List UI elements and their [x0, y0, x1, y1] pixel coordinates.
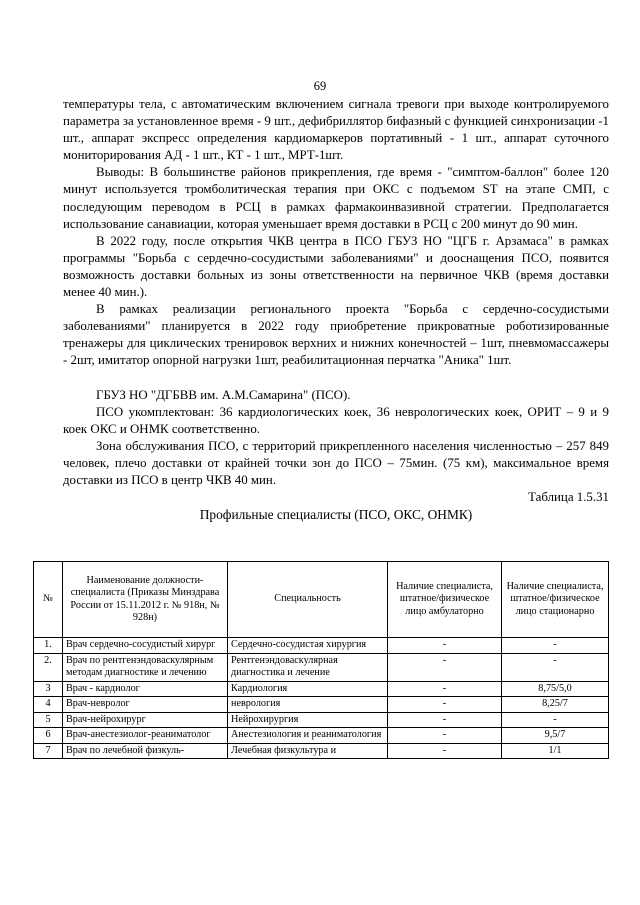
body-text	[63, 96, 609, 523]
cell-outpatient: -	[388, 712, 502, 728]
paragraph-pci-center: В 2022 году, после открытия ЧКВ центра в ПСО ГБУЗ НО "ЦГБ г. Арзамаса" в рамках программы "Борьба с сердечно-сосудистыми заболеваниями" и дооснащения ПСО, появится возможность доставки больных из зоны ответственности на первичное ЧКВ (время доставки менее 40 мин.).	[63, 233, 609, 300]
table-header-row	[34, 562, 609, 638]
cell-outpatient: -	[388, 681, 502, 697]
cell-specialty: Нейрохирургия	[228, 712, 388, 728]
header-specialty: Специальность	[228, 562, 388, 638]
cell-position: Врач по лечебной физкуль-	[63, 743, 228, 759]
header-num: №	[34, 562, 63, 638]
table-row	[34, 712, 609, 728]
cell-inpatient: 8,25/7	[502, 697, 609, 713]
cell-specialty: Анестезиология и реаниматология	[228, 728, 388, 744]
table-row	[34, 653, 609, 681]
cell-inpatient: 9,5/7	[502, 728, 609, 744]
cell-inpatient: -	[502, 638, 609, 654]
table-row	[34, 681, 609, 697]
cell-outpatient: -	[388, 653, 502, 681]
cell-inpatient: -	[502, 653, 609, 681]
cell-outpatient: -	[388, 728, 502, 744]
specialists-table	[33, 561, 609, 759]
table-row	[34, 728, 609, 744]
cell-inpatient: 8,75/5,0	[502, 681, 609, 697]
cell-num: 6	[34, 728, 63, 744]
cell-num: 2.	[34, 653, 63, 681]
cell-num: 1.	[34, 638, 63, 654]
spacer	[63, 370, 609, 387]
table-label: Таблица 1.5.31	[528, 490, 609, 505]
cell-position: Врач сердечно-сосудистый хирург	[63, 638, 228, 654]
hospital-name: ГБУЗ НО "ДГБВВ им. А.М.Самарина" (ПСО).	[96, 387, 351, 402]
header-position: Наименование должности-специалиста (Приказы Минздрава России от 15.11.2012 г. № 918н, № 928н)	[63, 562, 228, 638]
cell-inpatient: 1/1	[502, 743, 609, 759]
cell-outpatient: -	[388, 697, 502, 713]
cell-inpatient: -	[502, 712, 609, 728]
cell-num: 4	[34, 697, 63, 713]
paragraph-conclusions: Выводы: В большинстве районов прикрепления, где время - "симптом-баллон" более 120 минут используется тромболитическая терапия при ОКС с подъемом ST на этапе СМП, с последующим переводом в РСЦ в рамках фармакоинвазивной стратегии. Предполагается использование санавиации, которая уменьшает время доставки в РСЦ с 200 минут до 90 мин.	[63, 165, 609, 231]
table-title: Профильные специалисты (ПСО, ОКС, ОНМК)	[199, 507, 473, 523]
paragraph-beds: ПСО укомплектован: 36 кардиологических коек, 36 неврологических коек, ОРИТ – 9 и 9 коек ОКС и ОНМК соответственно.	[63, 404, 609, 436]
cell-specialty: Лечебная физкультура и	[228, 743, 388, 759]
cell-specialty: неврология	[228, 697, 388, 713]
paragraph-equipment: температуры тела, с автоматическим включением сигнала тревоги при выходе контролируемого параметра за установленное время - 9 шт., дефибриллятор бифазный с функцией синхронизации -1 шт., аппарат экспресс определения кардиомаркеров портативный - 1 шт., аппарат суточного мониторирования АД - 1 шт., КТ - 1 шт., МРТ-1шт.	[63, 97, 609, 163]
cell-position: Врач-нейрохирург	[63, 712, 228, 728]
table-row	[34, 697, 609, 713]
cell-specialty: Рентгенэндоваскулярная диагностика и лечение	[228, 653, 388, 681]
paragraph-regional-project: В рамках реализации регионального проекта "Борьба с сердечно-сосудистыми заболеваниями" планируется в 2022 году приобретение прикроватные роботизированные тренажеры для циклических тренировок верхних и нижних конечностей – 1шт, пневмомассажеры - 2шт, имитатор опорной нагрузки 1шт, реабилитационная перчатка "Аника" 1шт.	[63, 302, 609, 368]
table-row	[34, 638, 609, 654]
cell-specialty: Кардиология	[228, 681, 388, 697]
cell-outpatient: -	[388, 638, 502, 654]
paragraph-service-zone: Зона обслуживания ПСО, с территорий прикрепленного населения численностью – 257 849 человек, плечо доставки от крайней точки зон до ПСО – 75мин. (75 км), максимальное время доставки из ПСО в центр ЧКВ 40 мин.	[63, 438, 609, 487]
cell-outpatient: -	[388, 743, 502, 759]
cell-num: 3	[34, 681, 63, 697]
cell-position: Врач-невролог	[63, 697, 228, 713]
cell-specialty: Сердечно-сосудистая хирургия	[228, 638, 388, 654]
page-number: 69	[313, 79, 327, 93]
cell-num: 5	[34, 712, 63, 728]
header-outpatient: Наличие специалиста, штатное/физическое лицо амбулаторно	[388, 562, 502, 638]
table-row	[34, 743, 609, 759]
header-inpatient: Наличие специалиста, штатное/физическое лицо стационарно	[502, 562, 609, 638]
cell-position: Врач по рентгенэндоваскулярным методам диагностике и лечению	[63, 653, 228, 681]
cell-num: 7	[34, 743, 63, 759]
cell-position: Врач-анестезиолог-реаниматолог	[63, 728, 228, 744]
cell-position: Врач - кардиолог	[63, 681, 228, 697]
